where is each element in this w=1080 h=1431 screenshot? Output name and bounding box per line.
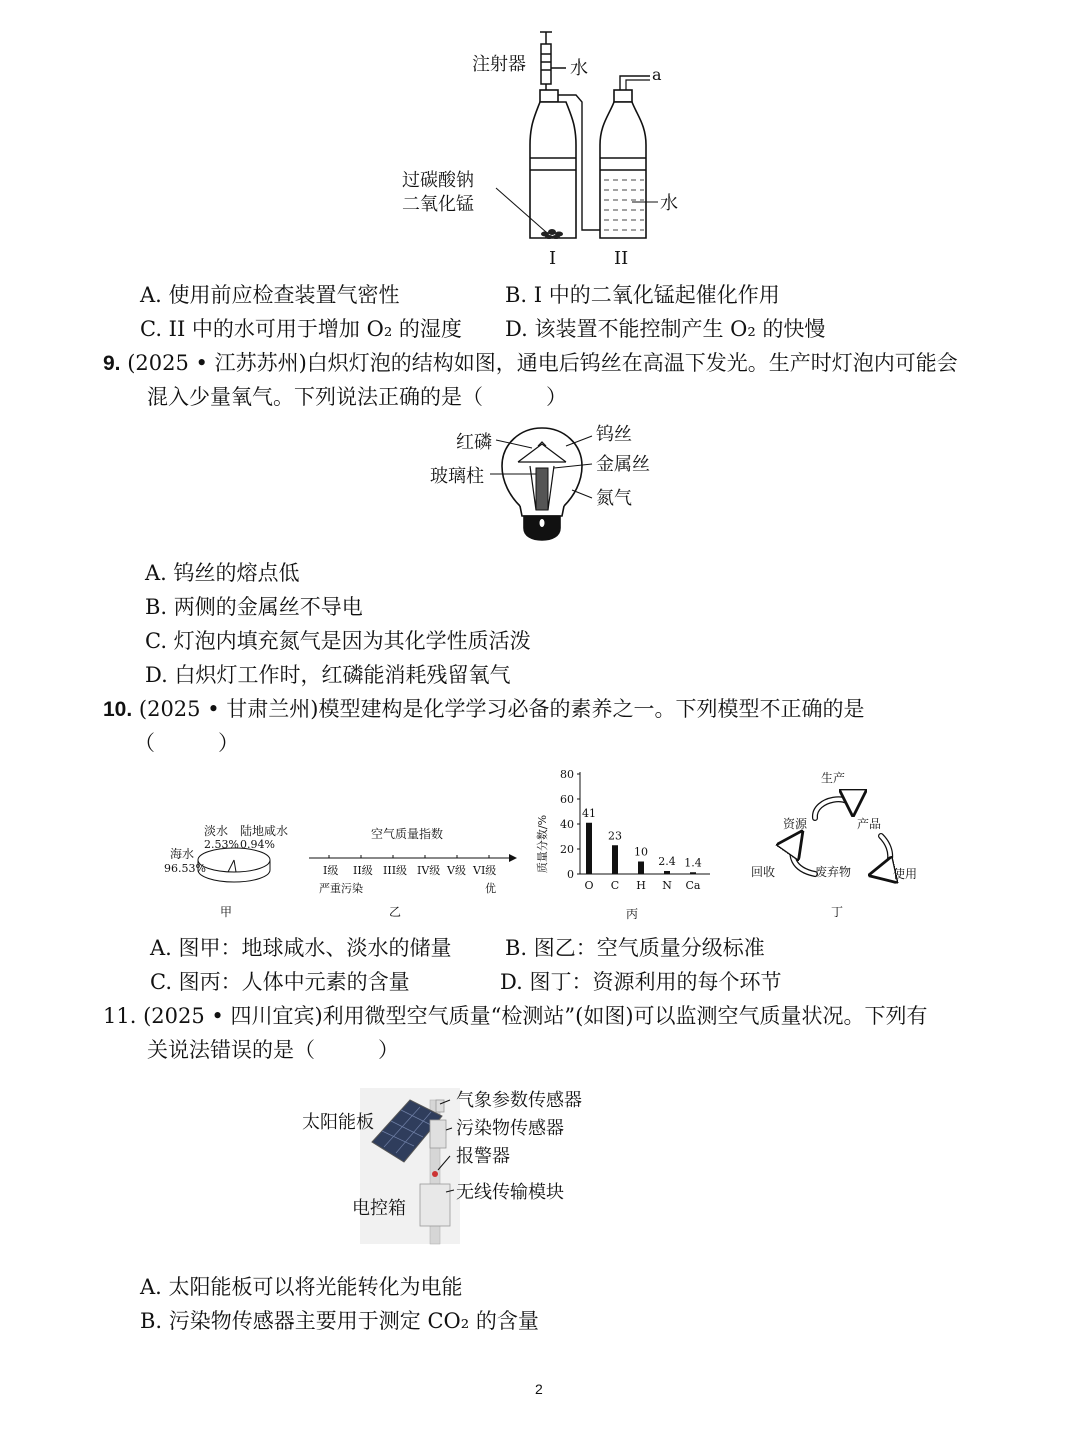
bottle-one-label: I	[549, 248, 557, 269]
q9-number: 9.	[103, 352, 121, 375]
bar-n	[664, 871, 670, 874]
inland-salt-water-pct: 0.94%	[240, 838, 275, 851]
figure-jia-water-pie	[160, 820, 290, 930]
y-tick-label: 20	[560, 843, 574, 856]
nitrogen-label: 氮气	[596, 488, 632, 509]
figure-bing-caption: 丙	[626, 907, 639, 921]
q10-option-b: B. 图乙：空气质量分级标准	[505, 936, 765, 960]
q11-option-b: B. 污染物传感器主要用于测定 CO₂ 的含量	[140, 1309, 539, 1333]
sea-water-label: 海水	[170, 847, 195, 861]
reagent-label-2: 二氧化锰	[402, 194, 474, 215]
pollutant-sensor-label: 污染物传感器	[456, 1118, 564, 1139]
bar-value-label: 10	[634, 845, 648, 859]
bar-ca	[690, 872, 696, 874]
q10-option-c: C. 图丙：人体中元素的含量	[150, 970, 410, 994]
q10-option-d: D. 图丁：资源利用的每个环节	[500, 970, 782, 994]
wireless-module-label: 无线传输模块	[456, 1182, 564, 1203]
bar-value-label: 1.4	[684, 856, 702, 870]
q8-option-c: C. II 中的水可用于增加 O₂ 的湿度	[140, 317, 462, 341]
q10-stem-line1	[103, 695, 864, 724]
fresh-water-pct: 2.53%	[204, 838, 239, 851]
production-label: 生产	[821, 771, 846, 785]
excellent-label: 优	[485, 882, 496, 895]
syringe-label: 注射器	[472, 54, 526, 75]
q11-option-a: A. 太阳能板可以将光能转化为电能	[140, 1275, 463, 1299]
q9-option-d: D. 白炽灯工作时，红磷能消耗残留氧气	[145, 663, 511, 687]
reagent-label-1: 过碳酸钠	[402, 170, 474, 191]
x-category-label: N	[662, 879, 672, 892]
q9-stem-line1	[103, 349, 958, 378]
bar-value-label: 41	[582, 806, 596, 820]
bottle-one	[530, 90, 576, 238]
x-category-label: H	[636, 879, 646, 892]
y-tick-label: 60	[560, 793, 574, 806]
control-box-label: 电控箱	[352, 1198, 406, 1219]
glass-rod-label: 玻璃柱	[430, 466, 484, 487]
air-monitoring-station-photo	[300, 1080, 600, 1250]
bottle-two-label: II	[614, 248, 629, 269]
sea-water-pct: 96.53%	[164, 862, 206, 875]
glass-rod	[536, 468, 548, 510]
figure-ding-caption: 丁	[831, 905, 844, 919]
q10-option-a: A. 图甲：地球咸水、淡水的储量	[150, 936, 452, 960]
level-3: III级	[383, 864, 408, 877]
outlet-tube	[620, 76, 650, 90]
product-label: 产品	[857, 817, 882, 831]
level-4: IV级	[417, 864, 441, 877]
q11-stem-line1	[103, 1002, 928, 1030]
tungsten-label: 钨丝	[596, 424, 632, 445]
q9-option-a: A. 钨丝的熔点低	[145, 561, 300, 585]
q8-option-b: B. I 中的二氧化锰起催化作用	[505, 283, 780, 307]
y-tick-label: 40	[560, 818, 574, 831]
oxygen-generator-diagram	[400, 30, 720, 270]
figure-ding-resource-cycle	[745, 770, 925, 925]
bar-value-label: 2.4	[658, 855, 676, 868]
use-label: 使用	[893, 867, 918, 881]
recycle-label: 回收	[751, 865, 776, 879]
light-bulb-diagram	[420, 418, 670, 548]
air-quality-title: 空气质量指数	[371, 827, 444, 841]
syringe-drawing	[540, 32, 566, 96]
fresh-water-label: 淡水	[204, 824, 229, 838]
solar-panel-label: 太阳能板	[302, 1112, 374, 1133]
x-category-label: C	[610, 879, 620, 892]
y-tick-label: 0	[567, 868, 574, 881]
weather-sensor-label: 气象参数传感器	[456, 1090, 582, 1111]
figure-jia-caption: 甲	[220, 905, 233, 919]
q9-option-c: C. 灯泡内填充氮气是因为其化学性质活泼	[145, 629, 531, 653]
level-2: II级	[353, 864, 373, 877]
inland-salt-water-label: 陆地咸水	[240, 824, 289, 838]
level-6: VI级	[473, 864, 497, 877]
q10-line1: (2025 • 甘肃兰州)模型建构是化学学习必备的素养之一。下列模型不正确的是	[138, 697, 865, 721]
chart-ylabel: 质量分数/%	[536, 814, 549, 874]
q11-line1: (2025 • 四川宜宾)利用微型空气质量“检测站”(如图)可以监测空气质量状况。下列有	[143, 1004, 928, 1028]
bar-h	[638, 862, 644, 875]
x-category-label: Ca	[685, 879, 701, 892]
q11-stem-line2: 关说法错误的是（ ）	[147, 1038, 399, 1062]
q9-option-b: B. 两侧的金属丝不导电	[145, 595, 363, 619]
level-1: I级	[323, 864, 339, 877]
resource-label: 资源	[783, 817, 808, 831]
q11-number: 11.	[103, 1004, 137, 1028]
level-5: V级	[447, 864, 466, 877]
figure-yi-air-quality	[305, 820, 525, 930]
figure-bing-bar-chart	[530, 762, 730, 927]
bar-value-label: 23	[608, 829, 622, 843]
severe-pollution-label: 严重污染	[319, 882, 363, 895]
bottle-two	[600, 90, 646, 238]
q10-number: 10.	[103, 698, 133, 721]
metal-wire-label: 金属丝	[596, 454, 650, 475]
page-number: 2	[535, 1381, 543, 1397]
red-phosphorus-label: 红磷	[456, 432, 492, 453]
q8-option-d: D. 该装置不能控制产生 O₂ 的快慢	[505, 317, 826, 341]
x-category-label: O	[584, 879, 594, 892]
q8-option-a: A. 使用前应检查装置气密性	[140, 283, 400, 307]
q9-line1: (2025 • 江苏苏州)白炽灯泡的结构如图，通电后钨丝在高温下发光。生产时灯泡内可能会	[127, 351, 958, 375]
outlet-label: a	[652, 65, 662, 84]
water-right-label: 水	[660, 193, 678, 214]
figure-yi-caption: 乙	[389, 905, 402, 919]
bar-o	[586, 823, 592, 874]
q10-stem-line2: （ ）	[134, 731, 239, 755]
y-tick-label: 80	[560, 768, 574, 781]
waste-label: 废弃物	[815, 865, 852, 879]
alarm-label: 报警器	[456, 1146, 510, 1167]
q9-stem-line2: 混入少量氧气。下列说法正确的是（ ）	[147, 385, 567, 409]
bar-c	[612, 845, 618, 874]
water-top-label: 水	[570, 58, 588, 79]
